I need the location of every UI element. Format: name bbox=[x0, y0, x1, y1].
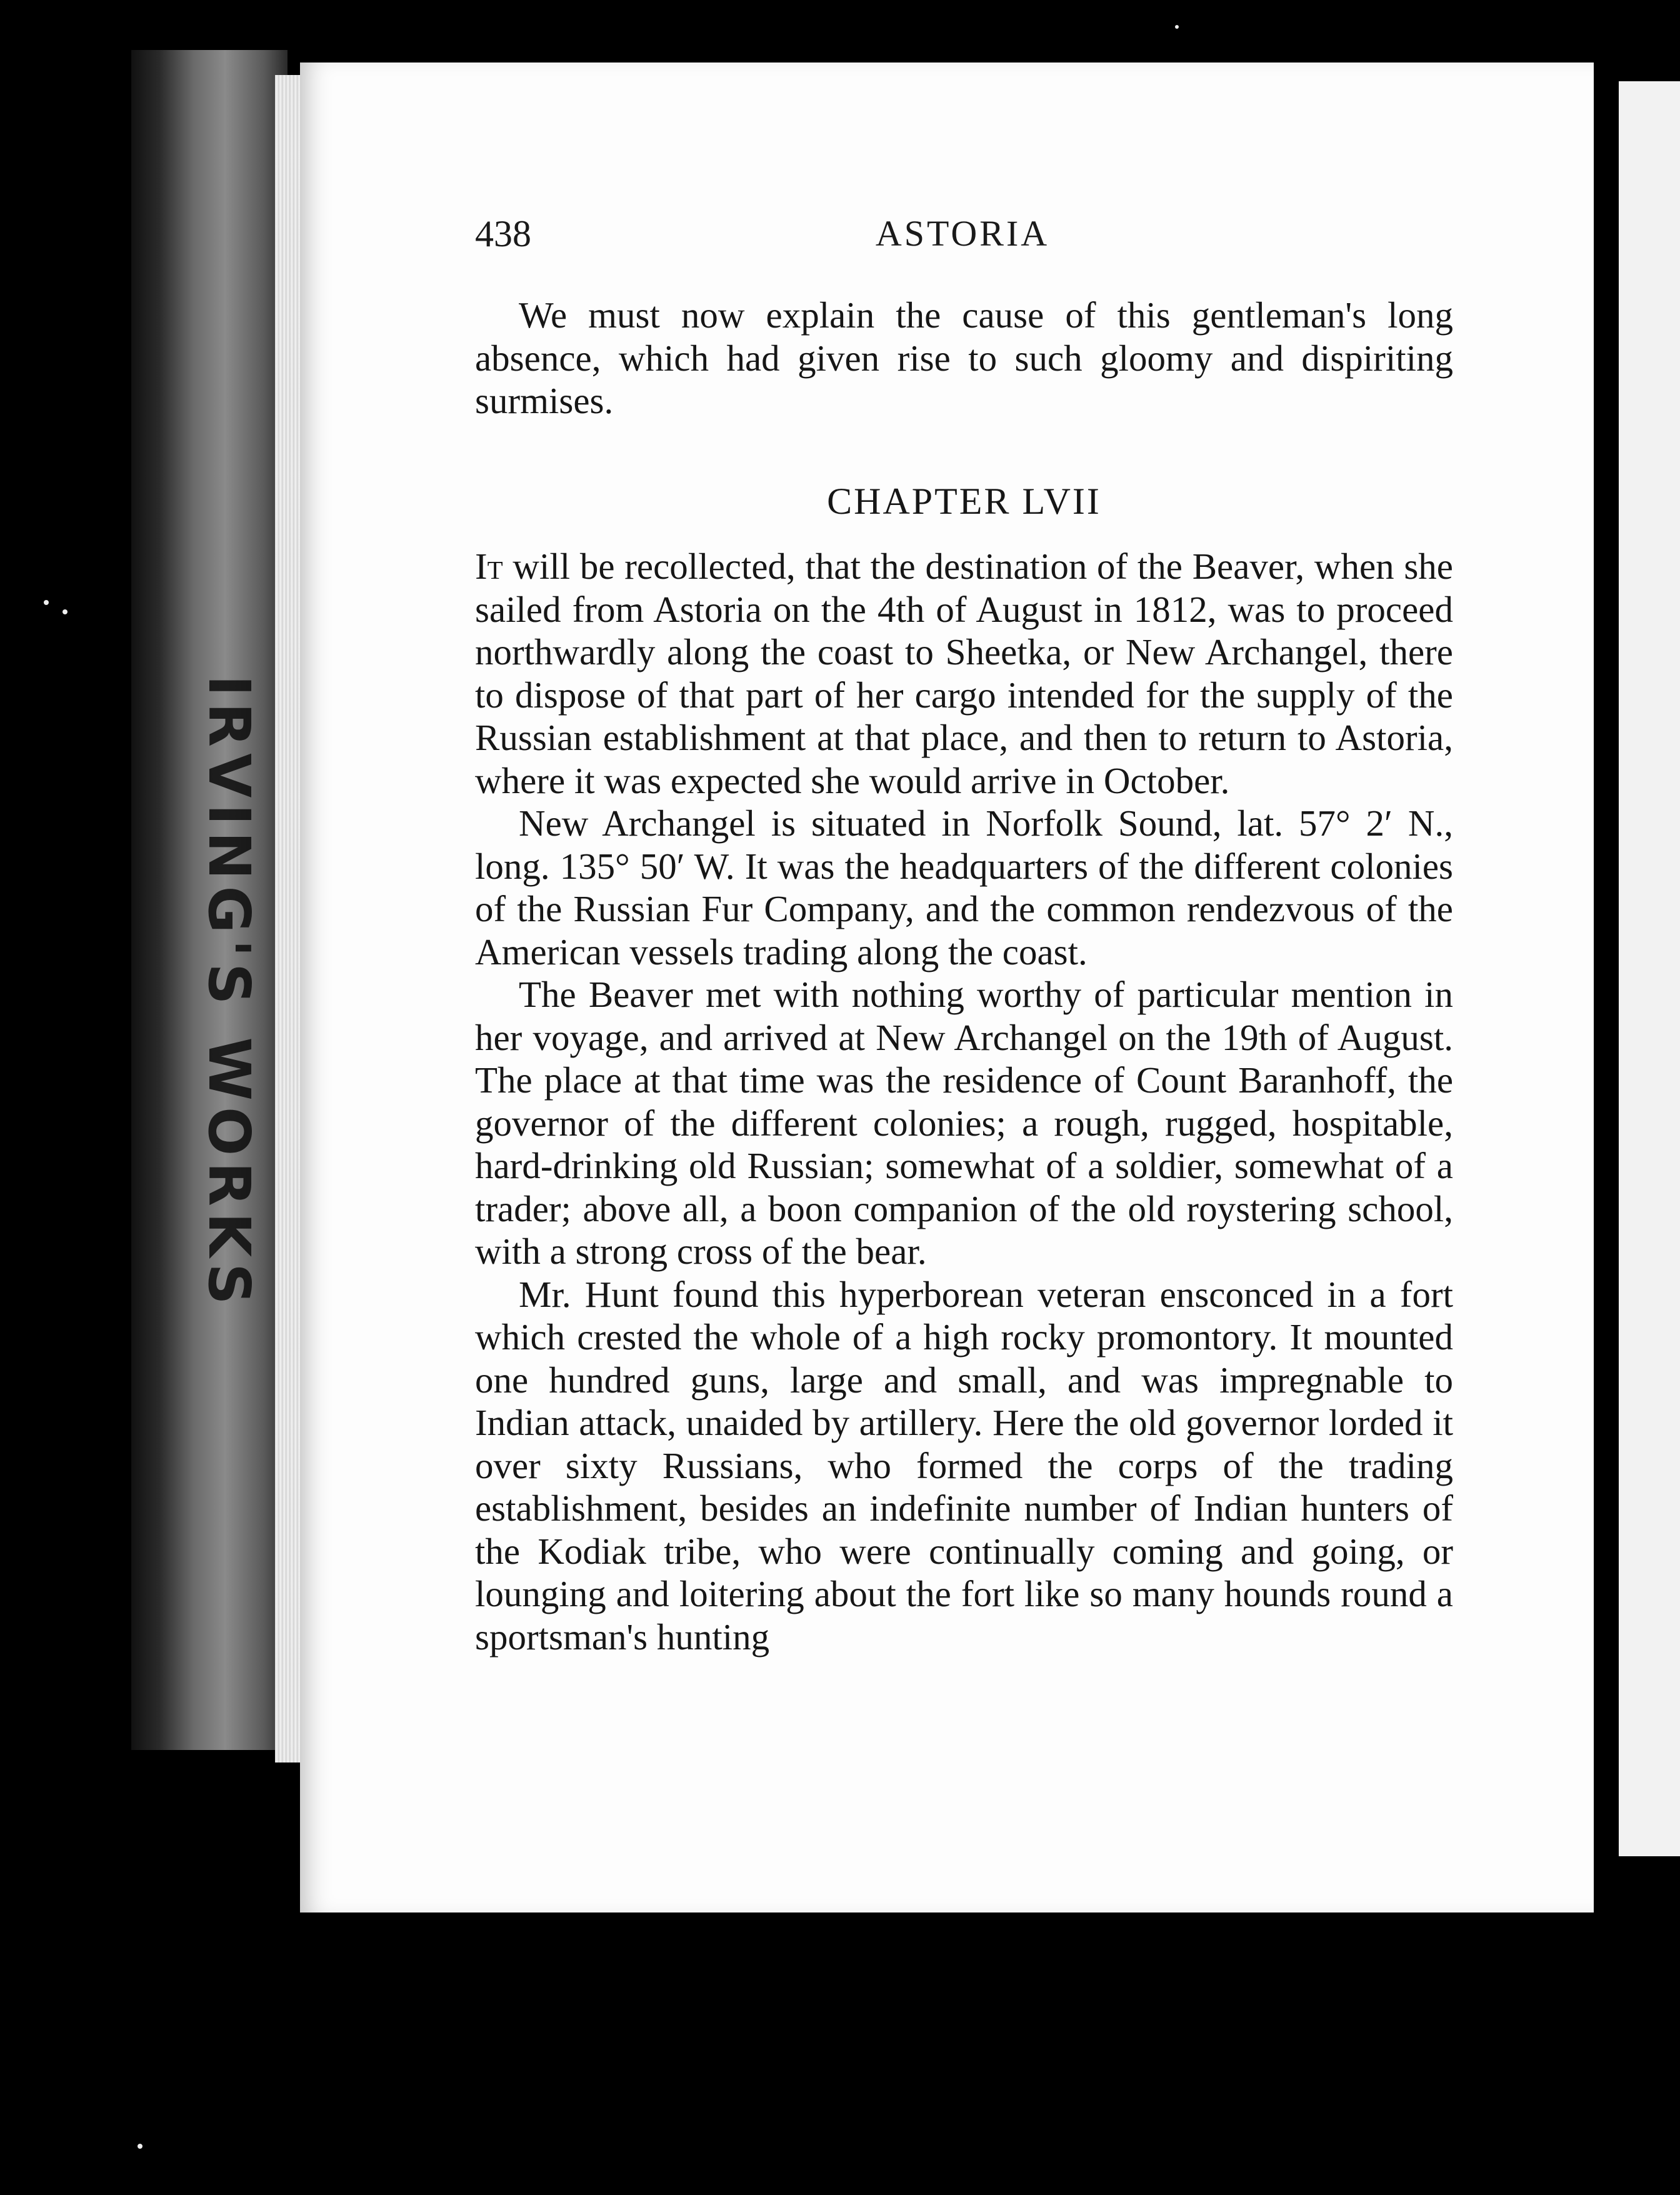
paragraph-1-text: will be recollected, that the destination of the Beaver, when she sailed from Astoria on the 4th of August in 1812, was to proceed northwardly along the coast to Sheetka, or New Archangel, there to dispose of that part of her cargo intended for the supply of the Russian establishment at that place, and then to return to Astoria, where it was expected she would arrive in October. bbox=[475, 546, 1453, 801]
paragraph-3: The Beaver met with nothing worthy of particular mention in her voyage, and arrived at New Archangel on the 19th of August. The place at that time was the residence of Count Baranhoff, the governor of the different colonies; a rough, rugged, hospitable, hard-drinking old Russian; somewhat of a soldier, somewhat of a trader; above all, a boon companion of the old roystering school, with a strong cross of the bear. bbox=[475, 974, 1453, 1272]
chapter-first-word: It bbox=[475, 546, 503, 587]
opening-paragraph: We must now explain the cause of this gentleman's long absence, which had given rise to such gloomy and dispiriting surmises. bbox=[475, 294, 1453, 421]
scan-speck bbox=[62, 609, 68, 614]
page-header bbox=[475, 212, 1450, 269]
scan-speck bbox=[1175, 25, 1179, 29]
facing-page-edge bbox=[1619, 81, 1680, 1856]
chapter-heading: CHAPTER LVII bbox=[827, 480, 1101, 522]
spine-lettering bbox=[188, 675, 262, 1625]
scan-speck bbox=[138, 2144, 142, 2149]
page-number: 438 bbox=[475, 213, 531, 254]
scan-speck bbox=[44, 600, 49, 605]
page-body bbox=[475, 294, 1453, 1658]
paragraph-4: Mr. Hunt found this hyperborean veteran ensconced in a fort which crested the whole of a high rocky promontory. It mounted one hundred guns, large and small, and was impregnable to Indian attack, unaided by artillery. Here the old governor lorded it over sixty Russians, who formed the corps of the trading establishment, besides an indefinite number of Indian hunters of the Kodiak tribe, who were continually coming and going, or lounging and loitering about the fort like so many hounds round a sportsman's hunting bbox=[475, 1273, 1453, 1658]
spine-title: IRVING'S WORKS bbox=[196, 675, 262, 1311]
paragraph-2: New Archangel is situated in Norfolk Sound, lat. 57° 2′ N., long. 135° 50′ W. It was the headquarters of the different colonies of the Russian Fur Company, and the common rendezvous of the American vessels trading along the coast. bbox=[475, 802, 1453, 972]
paragraph-1 bbox=[475, 545, 1453, 802]
running-title: ASTORIA bbox=[875, 213, 1050, 254]
